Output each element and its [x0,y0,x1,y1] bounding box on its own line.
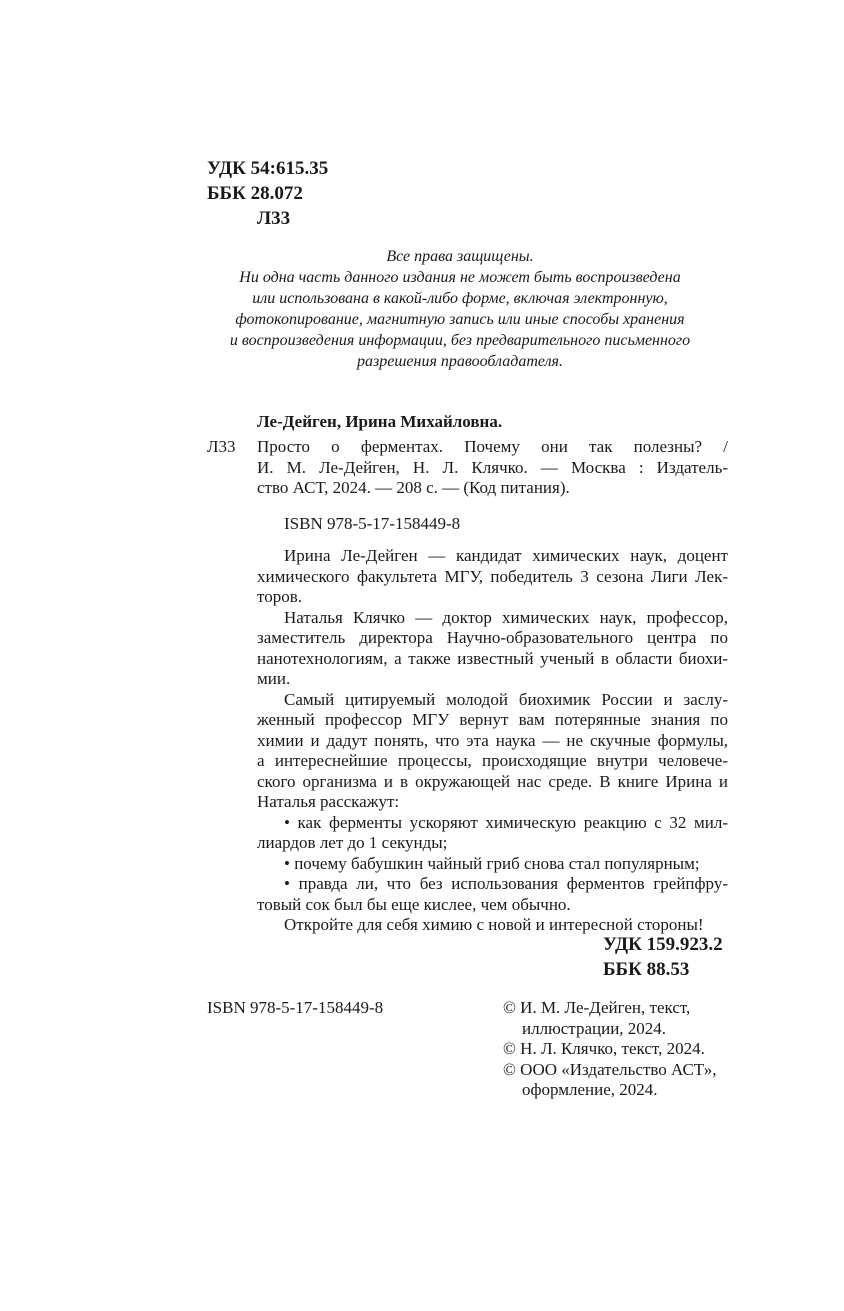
rights-line: фотокопирование, магнитную запись или иные способы хранения [235,311,685,328]
title-line: ство АСТ, 2024. — 208 с. — (Код питания). [257,478,570,497]
annotation-line: ского организма и в окружающей нас среде. В книге Ирина и [257,771,728,791]
copyright-line: © ООО «Издательство АСТ», [503,1059,717,1079]
bottom-bbk-code: ББК 88.53 [603,959,690,980]
udk-code: УДК 54:615.35 [207,158,329,179]
title-line: Просто о ферментах. Почему они так полезны? / [257,437,728,456]
annotation-line: Откройте для себя химию с новой и интересной стороны! [284,915,704,934]
copyright-block [503,998,717,1101]
rights-line: разрешения правообладателя. [356,353,563,370]
rights-line: Все права защищены. [386,248,534,265]
copyright-line: иллюстрации, 2024. [522,1018,667,1038]
annotation-line: мии. [257,669,291,688]
bottom-udk-code: УДК 159.923.2 [603,934,723,955]
annotation-line: женный профессор МГУ вернут вам потерянные знания по [257,710,728,729]
annotation-line: Самый цитируемый молодой биохимик России и заслу- [284,689,728,709]
annotation-line: Наталья Клячко — доктор химических наук, профессор, [284,607,728,627]
copyright-line: оформление, 2024. [522,1080,658,1099]
rights-line: Ни одна часть данного издания не может быть воспроизведена [239,269,681,286]
copyright-line: © И. М. Ле-Дейген, текст, [503,998,691,1017]
copyright-line: © Н. Л. Клячко, текст, 2024. [503,1039,705,1058]
annotation-line: нанотехнологиям, а также известный ученый в области биохи- [257,648,728,668]
annotation-line: заместитель директора Научно-образовательного центра по [257,628,728,647]
author-mark: Л33 [257,208,291,229]
annotation [257,546,728,936]
annotation-line: торов. [257,587,302,606]
bbk-code: ББК 28.072 [207,183,303,204]
catalog-isbn: ISBN 978-5-17-158449-8 [284,514,461,533]
annotation-line: химии и дадут понять, что эта наука — не скучные формулы, [257,730,728,750]
rights-notice [150,246,770,372]
bullet-line: • правда ли, что без использования ферментов грейпфру- [284,874,728,893]
annotation-line: Ирина Ле-Дейген — кандидат химических наук, доцент [284,546,728,565]
annotation-line: а интереснейшие процессы, происходящие внутри человече- [257,751,728,770]
rights-line: и воспроизведения информации, без предварительного письменного [229,332,691,349]
catalog-mark: Л33 [207,437,236,456]
title-line: И. М. Ле-Дейген, Н. Л. Клячко. — Москва : Издатель- [257,457,728,477]
bullet-line: • как ферменты ускоряют химическую реакцию с 32 мил- [284,812,728,832]
rights-line: или использована в какой-либо форме, включая электронную, [252,290,668,307]
bullet-line: • почему бабушкин чайный гриб снова стал популярным; [284,853,700,873]
bullet-line: товый сок был бы еще кислее, чем обычно. [257,894,571,914]
author-heading: Ле-Дейген, Ирина Михайловна. [257,412,503,431]
annotation-line: Наталья расскажут: [257,792,400,811]
footer-isbn: ISBN 978-5-17-158449-8 [207,998,384,1017]
catalog-title [257,437,728,499]
bullet-line: лиардов лет до 1 секунды; [257,833,448,852]
annotation-line: химического факультета МГУ, победитель 3 сезона Лиги Лек- [257,566,728,586]
